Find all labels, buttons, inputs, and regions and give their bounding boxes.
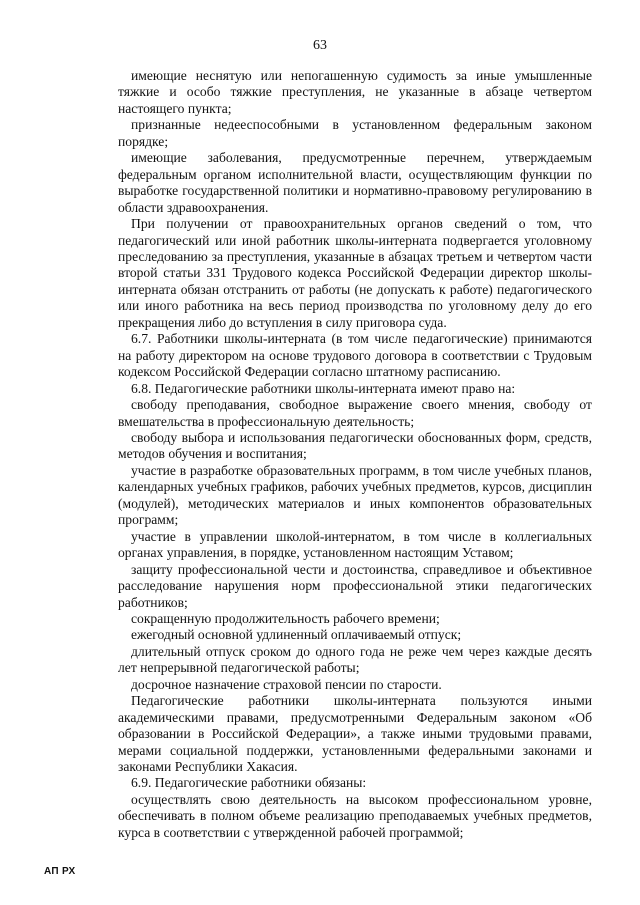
- section-paragraph-6-7: 6.7. Работники школы-интерната (в том числе педагогические) принимаются на работу директором на основе трудового договора в соответствии с Трудовым кодексом Российской Федерации согласно штатному расписанию.: [118, 331, 592, 380]
- paragraph: имеющие неснятую или непогашенную судимость за иные умышленные тяжкие и особо тяжкие преступления, не указанные в абзаце четвертом настоящего пункта;: [118, 68, 592, 116]
- list-item: ежегодный основной удлиненный оплачиваемый отпуск;: [131, 627, 462, 643]
- list-item: длительный отпуск сроком до одного года не реже чем через каждые десять лет непрерывной педагогической работы;: [118, 643, 592, 676]
- paragraph: При получении от правоохранительных органов сведений о том, что педагогический или иной работник школы-интерната подвергается уголовному преследованию за преступления, указанные в абзацах третьем и четвертом части второй статьи 331 Трудового кодекса Российской Федерации директор школы-интерната обязан отстранить от работы (не допускать к работе) педагогического или иного работника на весь период производства по уголовному делу до его прекращения либо до вступления в силу приговора суда.: [118, 216, 592, 330]
- list-item: осуществлять свою деятельность на высоком профессиональном уровне, обеспечивать в полном объеме реализацию преподаваемых учебных предметов, курса в соответствии с утвержденной рабочей программой;: [118, 791, 592, 840]
- list-item: защиту профессиональной чести и достоинства, справедливое и объективное расследование нарушения норм профессиональной этики педагогических работников;: [118, 561, 592, 610]
- list-item: свободу преподавания, свободное выражение своего мнения, свободу от вмешательства в профессиональную деятельность;: [118, 397, 592, 429]
- list-item: сокращенную продолжительность рабочего времени;: [131, 610, 440, 626]
- page-number: 63: [313, 38, 327, 53]
- section-heading-6-8: 6.8. Педагогические работники школы-интерната имеют право на:: [131, 380, 516, 396]
- list-item: досрочное назначение страховой пенсии по старости.: [131, 676, 442, 692]
- section-heading-6-9: 6.9. Педагогические работники обязаны:: [131, 775, 367, 791]
- list-item: свободу выбора и использования педагогически обоснованных форм, средств, методов обучения и воспитания;: [118, 429, 592, 462]
- footer-mark: АП РХ: [44, 866, 76, 877]
- list-item: участие в управлении школой-интернатом, в том числе в коллегиальных органах управления, в порядке, установленном настоящим Уставом;: [118, 528, 592, 561]
- document-body: [118, 68, 592, 841]
- paragraph: признанные недееспособными в установленном федеральным законом порядке;: [118, 117, 592, 149]
- paragraph: имеющие заболевания, предусмотренные перечнем, утверждаемым федеральным органом исполнительной власти, осуществляющим функции по выработке государственной политики и нормативно-правовому регулированию в области здравоохранения.: [118, 150, 592, 215]
- list-item: участие в разработке образовательных программ, в том числе учебных планов, календарных учебных графиков, рабочих учебных предметов, курсов, дисциплин (модулей), методических материалов и иных компонентов образовательных программ;: [118, 462, 592, 528]
- paragraph: Педагогические работники школы-интерната пользуются иными академическими правами, предусмотренными Федеральным законом «Об образовании в Российской Федерации», а также иными трудовыми правами, мерами социальной поддержки, установленными федеральными законами и законами Республики Хакасия.: [118, 693, 592, 775]
